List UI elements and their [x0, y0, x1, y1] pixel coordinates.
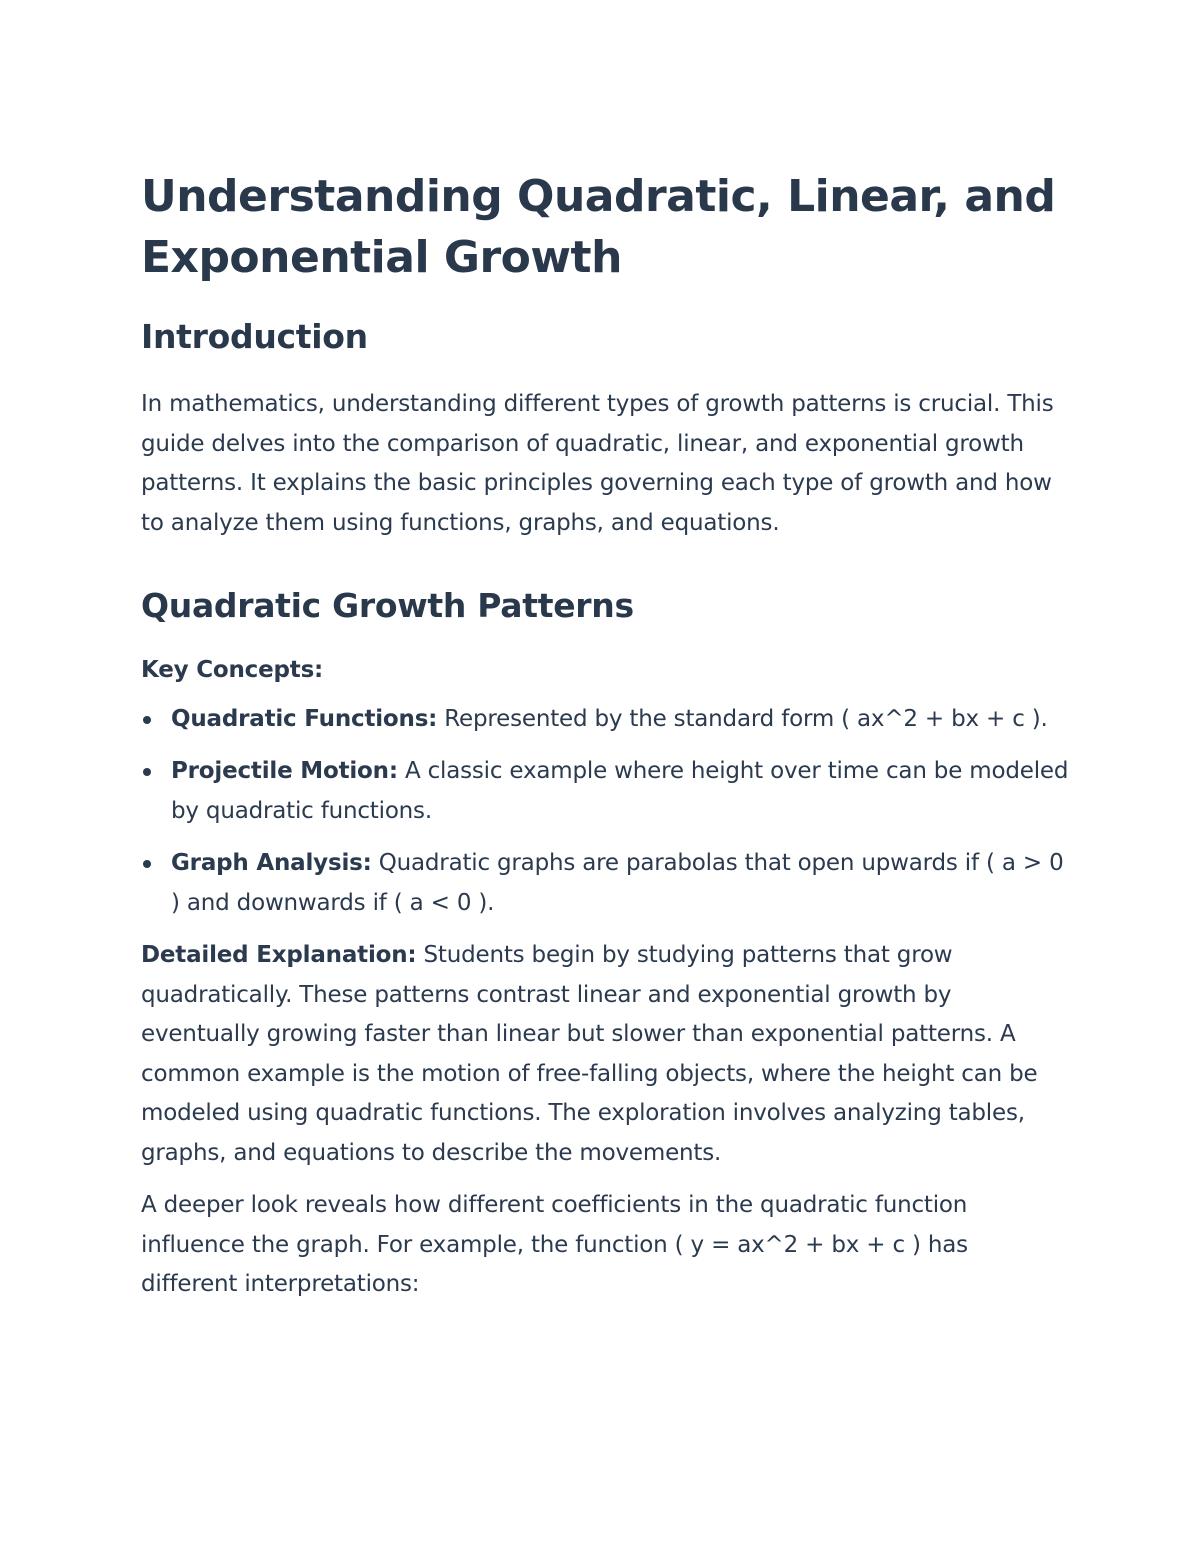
- key-concepts-label: Key Concepts:: [141, 657, 324, 683]
- bullet-icon: [143, 768, 151, 776]
- key-concepts-list: [141, 700, 1071, 924]
- bullet-icon: [143, 716, 151, 724]
- list-item-term: Graph Analysis:: [171, 850, 372, 876]
- deeper-look-paragraph: A deeper look reveals how different coefficients in the quadratic function influence the graph. For example, the function ( y = ax^2 + bx + c ) has different interpretations:: [141, 1192, 968, 1297]
- introduction-heading: Introduction: [141, 317, 368, 356]
- document-page: [141, 166, 1071, 1305]
- list-item-text: Quadratic graphs are parabolas that open upwards if ( a > 0 ) and downwards if ( a < 0 ).: [171, 850, 1064, 916]
- document-title: Understanding Quadratic, Linear, and Exponential Growth: [141, 171, 1056, 283]
- list-item: [141, 700, 1071, 740]
- list-item-term: Quadratic Functions:: [171, 705, 438, 732]
- list-item: [141, 752, 1071, 831]
- list-item-text: A classic example where height over time can be modeled by quadratic functions.: [171, 758, 1069, 824]
- detailed-explanation-paragraph: [141, 936, 1071, 1173]
- list-item-term: Projectile Motion:: [171, 758, 398, 784]
- list-item: [141, 844, 1071, 923]
- detailed-explanation-text: Students begin by studying patterns that grow quadratically. These patterns contrast linear and exponential growth by eventually growing faster than linear but slower than exponential patterns. A common example is the motion of free-falling objects, where the height can be modeled using quadratic functions. The exploration involves analyzing tables, graphs, and equations to describe the movements.: [141, 942, 1038, 1166]
- quadratic-growth-heading: Quadratic Growth Patterns: [141, 586, 634, 625]
- introduction-paragraph: In mathematics, understanding different types of growth patterns is crucial. This guide delves into the comparison of quadratic, linear, and exponential growth patterns. It explains the basic principles governing each type of growth and how to analyze them using functions, graphs, and equations.: [141, 391, 1054, 536]
- detailed-explanation-label: Detailed Explanation:: [141, 942, 417, 968]
- list-item-text: Represented by the standard form ( ax^2 + bx + c ).: [437, 705, 1048, 732]
- bullet-icon: [143, 860, 151, 868]
